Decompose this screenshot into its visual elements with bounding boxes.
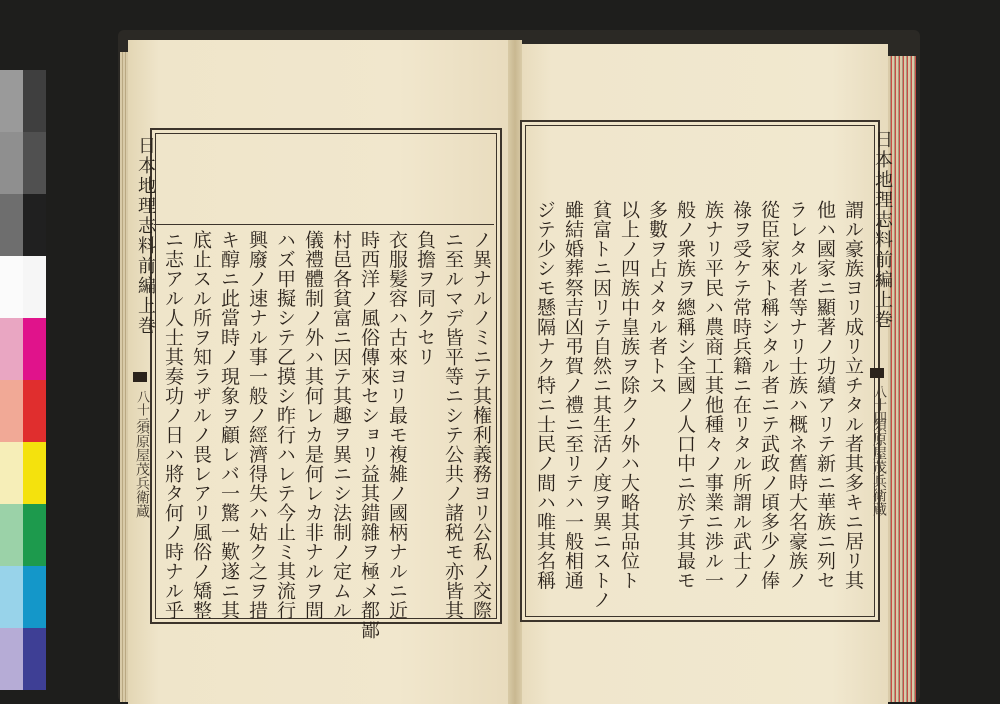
left-text-column-3: 負擔ヲ同クセリ: [414, 230, 436, 367]
color-swatch: [0, 442, 23, 504]
left-page-header-box: [154, 134, 494, 225]
left-text-column-10: キ醇ニ此當時ノ現象ヲ顧レバ一驚一歎遂ニ其: [218, 230, 240, 620]
color-swatch: [0, 70, 23, 132]
right-text-column-6: 族ナリ平民ハ農商工其他種々ノ事業ニ渉ル一: [702, 200, 724, 590]
color-swatch: [0, 566, 23, 628]
left-text-column-8: ハズ甲擬シテ乙摸シ昨行ハレテ今止ミ其流行: [274, 230, 296, 620]
color-swatch: [23, 380, 46, 442]
right-text-column-12: ジテ少シモ懸隔ナク特ニ士民ノ間ハ唯其名稱: [534, 200, 556, 590]
left-fishtail-mark: [133, 372, 147, 382]
left-text-column-1: ノ異ナルノミニテ其権利義務ヨリ公私ノ交際: [470, 230, 492, 620]
color-swatch: [0, 380, 23, 442]
right-text-column-3: ラレタル者等ナリ士族ハ概ネ舊時大名豪族ノ: [786, 200, 808, 590]
color-swatch: [23, 132, 46, 194]
right-folio-number: 八十四: [871, 385, 886, 424]
right-text-column-10: 貧富トニ因リテ自然ニ其生活ノ度ヲ異ニストノ: [590, 200, 612, 610]
left-text-column-6: 村邑各貧富ニ因テ其趣ヲ異ニシ法制ノ定ムル: [330, 230, 352, 620]
left-text-column-7: 儀禮體制ノ外ハ其何レカ是何レカ非ナルヲ問: [302, 230, 324, 620]
left-text-column-4: 衣服髪容ハ古來ヨリ最モ複雑ノ國柄ナルニ近: [386, 230, 408, 620]
color-swatch: [0, 194, 23, 256]
left-text-column-9: 興廢ノ速ナル事一般ノ經濟得失ハ姑ク之ヲ措: [246, 230, 268, 620]
right-text-column-8: 多數ヲ占メタル者トス: [646, 200, 668, 395]
color-swatch: [23, 442, 46, 504]
left-text-column-11: 底止スル所ヲ知ラザルノ畏レアリ風俗ノ矯整: [190, 230, 212, 620]
right-text-column-5: 祿ヲ受ケテ常時兵籍ニ在リタル所謂ル武士ノ: [730, 200, 752, 590]
left-margin-title: 日本地理志料前編上巻: [135, 136, 156, 336]
color-swatch: [23, 628, 46, 690]
color-swatch: [0, 504, 23, 566]
color-swatch: [0, 132, 23, 194]
color-swatch: [23, 70, 46, 132]
left-margin-publisher: 須原屋茂兵衛蔵: [134, 420, 150, 518]
color-swatch: [0, 318, 23, 380]
color-swatch: [23, 566, 46, 628]
right-text-column-4: 從臣家來ト稱シタル者ニテ武政ノ頃多少ノ俸: [758, 200, 780, 590]
left-folio-number: 八十二: [134, 390, 149, 429]
right-text-column-11: 雖結婚葬祭吉凶弔賀ノ禮ニ至リテハ一般相通: [562, 200, 584, 590]
right-text-column-7: 般ノ衆族ヲ總稱シ全國ノ人口中ニ於テ其最モ: [674, 200, 696, 590]
color-swatch: [0, 628, 23, 690]
left-text-column-2: ニ至ルマデ皆平等ニシテ公共ノ諸税モ亦皆其: [442, 230, 464, 620]
color-swatch: [23, 318, 46, 380]
color-swatch: [0, 256, 23, 318]
right-text-column-9: 以上ノ四族中皇族ヲ除クノ外ハ大略其品位ト: [618, 200, 640, 590]
right-fishtail-mark: [870, 368, 884, 378]
right-text-column-1: 謂ル豪族ヨリ成リ立チタル者其多キニ居リ其: [842, 200, 864, 590]
color-swatch: [23, 504, 46, 566]
left-text-column-12: ニ志アル人士其奏功ノ日ハ將タ何ノ時ナル乎: [162, 230, 184, 620]
color-swatch: [23, 256, 46, 318]
right-margin-publisher: 須原屋茂兵衛蔵: [871, 418, 887, 516]
color-swatch: [23, 194, 46, 256]
right-text-column-2: 他ハ國家ニ顯著ノ功績アリテ新ニ華族ニ列セ: [814, 200, 836, 590]
left-text-column-5: 時西洋ノ風俗傳來セショリ益其錯雜ヲ極メ都鄙: [358, 230, 380, 640]
right-margin-title: 日本地理志料前編上巻: [872, 130, 893, 330]
color-calibration-strip: [0, 70, 47, 632]
